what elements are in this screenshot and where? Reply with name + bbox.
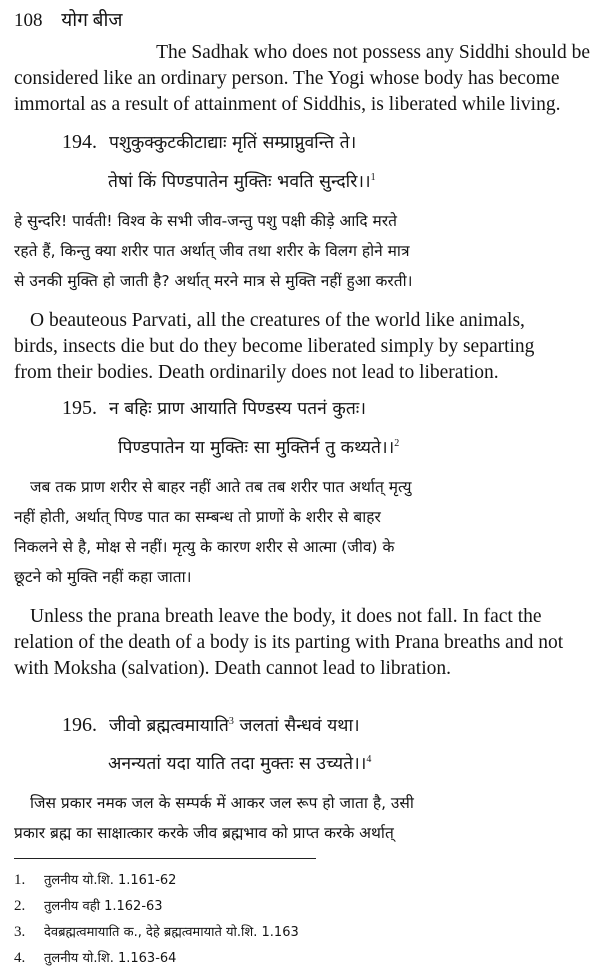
text-line: considered like an ordinary person. The Yogi whose body has become	[14, 68, 560, 89]
verse-number: 196.	[62, 713, 97, 736]
verse-text: अनन्यतां यदा याति तदा मुक्तः स उच्यते।।	[108, 753, 367, 774]
verse-195-line-1	[62, 394, 366, 423]
text-line: O beauteous Parvati, all the creatures of the world like animals,	[30, 310, 525, 331]
footnote-number: 4.	[14, 950, 26, 966]
verse-196-line-1	[62, 708, 360, 740]
text-line: immortal as a result of attainment of Siddhis, is liberated while living.	[14, 94, 561, 115]
text-line: हे सुन्दरि! पार्वती! विश्व के सभी जीव-जन्तु पशु पक्षी कीड़े आदि मरते	[14, 212, 397, 230]
footnote-divider	[14, 858, 316, 859]
text-line: Unless the prana breath leave the body, it does not fall. In fact the	[30, 606, 542, 627]
text-line: से उनकी मुक्ति हो जाती है? अर्थात् मरने मात्र से मुक्ति नहीं हुआ करती।	[14, 272, 413, 290]
text-line: The Sadhak who does not possess any Siddhi should be	[156, 42, 590, 63]
text-line: जब तक प्राण शरीर से बाहर नहीं आते तब तब शरीर पात अर्थात् मृत्यु	[30, 478, 412, 496]
footnote-text: तुलनीय वही 1.162-63	[44, 899, 163, 914]
text-line: जिस प्रकार नमक जल के सम्पर्क में आकर जल रूप हो जाता है, उसी	[30, 794, 414, 812]
footnote-1	[14, 870, 176, 889]
book-title: योग बीज	[61, 10, 123, 31]
hindi-paragraph-2	[14, 472, 590, 592]
footnote-ref: 3	[228, 716, 234, 727]
text-line: relation of the death of a body is its parting with Prana breaths and not	[14, 632, 564, 653]
english-paragraph-1	[14, 40, 590, 118]
page-number: 108	[14, 10, 43, 31]
footnote-ref: 2	[394, 438, 400, 449]
text-line: birds, insects die but do they become liberated simply by separting	[14, 336, 535, 357]
hindi-paragraph-3	[14, 788, 590, 848]
verse-196-line-2	[108, 746, 371, 778]
verse-text: पिण्डपातेन या मुक्तिः सा मुक्तिर्न तु कथ्यते।।	[118, 437, 395, 458]
text-line: with Moksha (salvation). Death cannot lead to libration.	[14, 658, 452, 679]
verse-194-line-1	[62, 128, 356, 157]
verse-text: पशुकुक्कुटकीटाद्याः मृतिं सम्प्राप्नुवन्ति ते।	[109, 133, 357, 153]
footnote-4	[14, 948, 176, 967]
footnote-3	[14, 922, 299, 941]
english-paragraph-3	[14, 604, 590, 682]
verse-text: न बहिः प्राण आयाति पिण्डस्य पतनं कुतः।	[109, 399, 366, 419]
footnote-text: तुलनीय यो.शि. 1.163-64	[44, 951, 177, 966]
text-line: रहते हैं, किन्तु क्या शरीर पात अर्थात् जीव तथा शरीर के विलग होने मात्र	[14, 242, 410, 260]
footnote-ref: 1	[370, 172, 376, 183]
running-header	[14, 6, 123, 32]
text-line: from their bodies. Death ordinarily does not lead to liberation.	[14, 362, 499, 383]
footnote-text: तुलनीय यो.शि. 1.161-62	[44, 873, 177, 888]
footnote-2	[14, 896, 163, 915]
verse-text: जलतां सैन्धवं यथा।	[233, 715, 360, 736]
text-line: छूटने को मुक्ति नहीं कहा जाता।	[14, 568, 192, 586]
text-line: नहीं होती, अर्थात् पिण्ड पात का सम्बन्ध तो प्राणों के शरीर से बाहर	[14, 508, 381, 526]
verse-number: 195.	[62, 397, 97, 419]
hindi-paragraph-1	[14, 206, 590, 296]
footnote-ref: 4	[366, 754, 372, 765]
verse-text: जीवो ब्रह्मत्वमायाति	[109, 715, 229, 736]
footnote-number: 2.	[14, 898, 26, 914]
footnote-number: 3.	[14, 924, 26, 940]
verse-194-line-2	[108, 164, 376, 196]
english-paragraph-2	[14, 308, 590, 386]
verse-195-line-2	[118, 430, 399, 462]
text-line: प्रकार ब्रह्म का साक्षात्कार करके जीव ब्रह्मभाव को प्राप्त करके अर्थात्	[14, 824, 394, 842]
verse-text: तेषां किं पिण्डपातेन मुक्तिः भवति सुन्दरि।।	[108, 171, 371, 192]
text-line: निकलने से है, मोक्ष से नहीं। मृत्यु के कारण शरीर से आत्मा (जीव) के	[14, 538, 395, 556]
footnote-number: 1.	[14, 872, 26, 888]
footnote-text: देवब्रह्मत्वमायाति क., देहे ब्रह्मत्वमायाते यो.शि. 1.163	[44, 925, 299, 940]
verse-number: 194.	[62, 131, 97, 153]
